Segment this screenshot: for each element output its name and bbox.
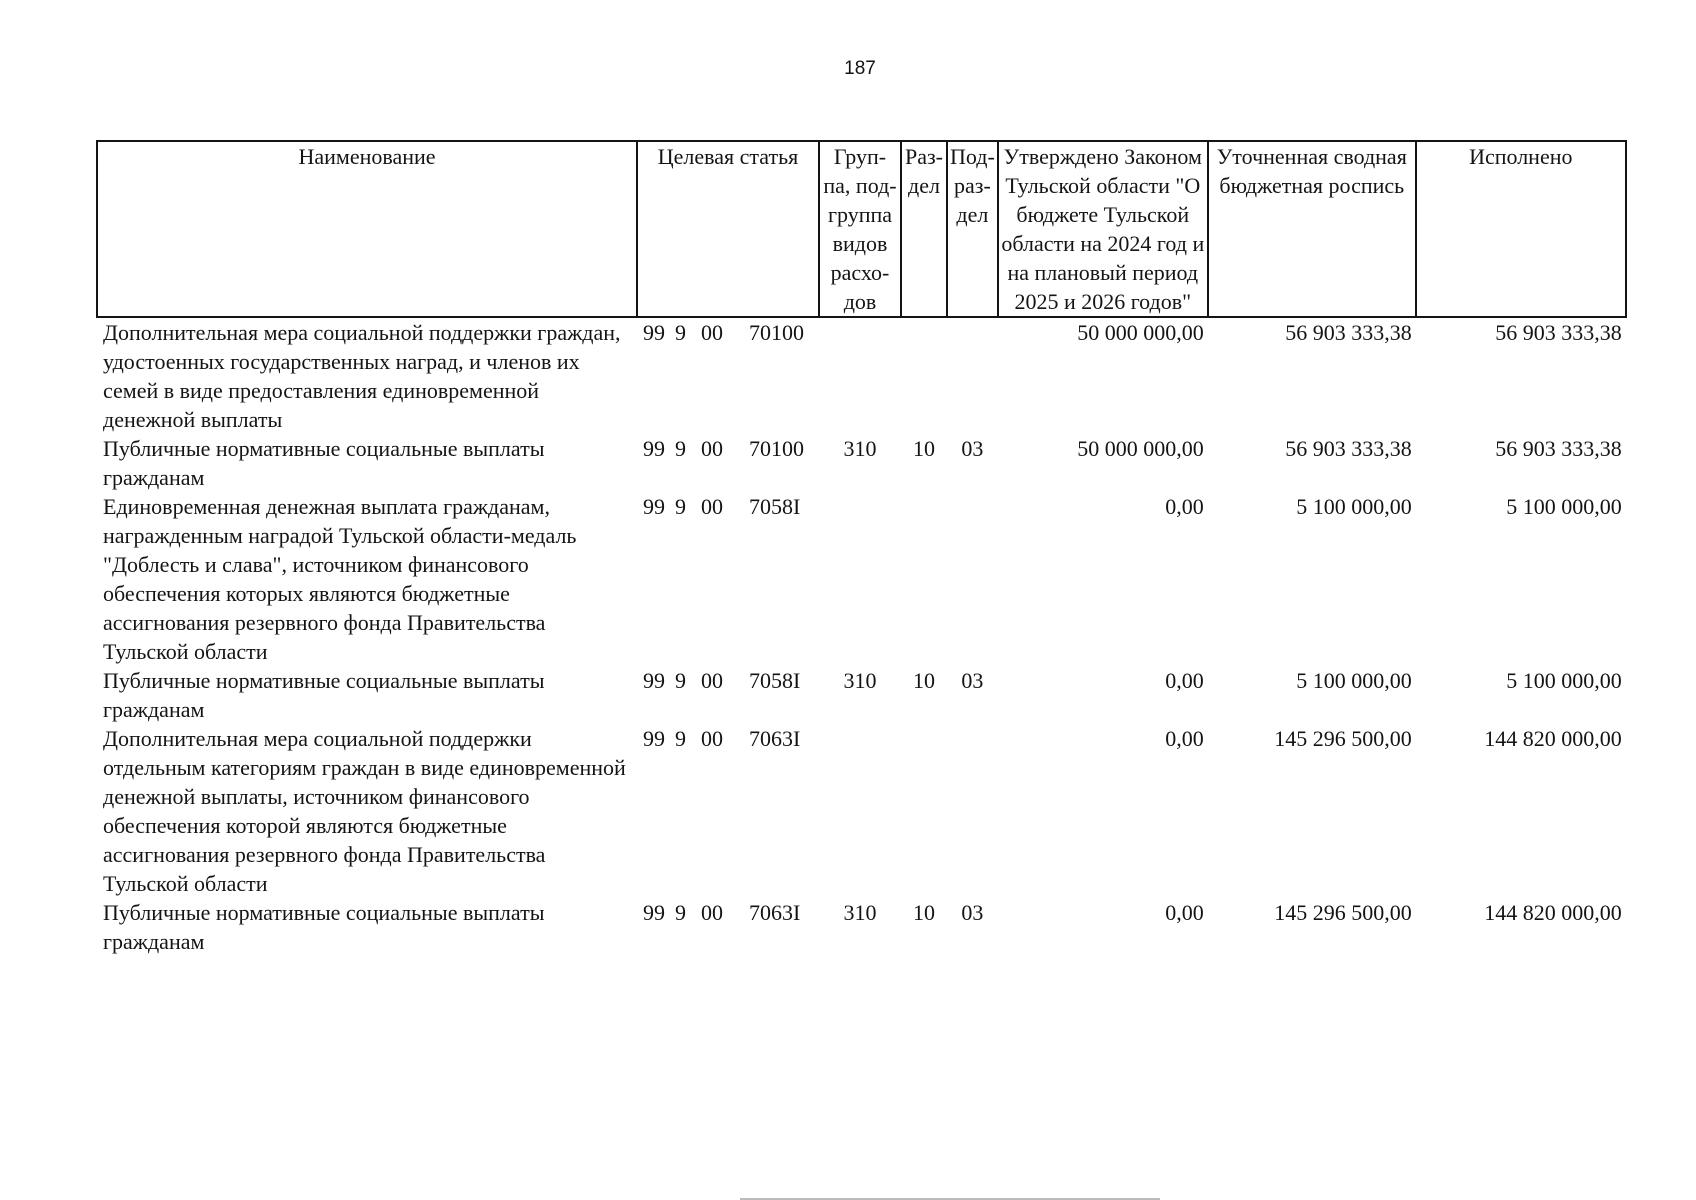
code-subprogram: 9 — [675, 900, 686, 925]
row-name: Дополнительная мера социальной поддержки отдельным категориям граждан в виде единовременной денежной выплаты, источником финансового обеспечения которой являются бюджетные ассигнования резервного фонда Правительства Тульской области — [103, 726, 626, 896]
code-program: 99 — [643, 726, 665, 751]
code-subprogram: 9 — [675, 726, 686, 751]
row-revised: 56 903 333,38 — [1285, 320, 1412, 345]
row-subsection — [947, 317, 998, 434]
row-approved: 50 000 000,00 — [1077, 436, 1204, 461]
table-row — [97, 666, 1626, 724]
code-direction: 00 — [701, 494, 723, 519]
code-program: 99 — [643, 494, 665, 519]
code-program: 99 — [643, 668, 665, 693]
code-program: 99 — [643, 436, 665, 461]
header-name: Наименование — [97, 141, 637, 317]
code-expense: 70100 — [749, 436, 804, 461]
page-number: 187 — [844, 58, 876, 79]
header-revised: Уточненная сводная бюджетная роспись — [1208, 141, 1416, 317]
row-subsection — [947, 492, 998, 666]
code-expense: 7063I — [749, 726, 801, 751]
row-executed: 144 820 000,00 — [1484, 900, 1622, 925]
code-expense: 7058I — [749, 668, 801, 693]
table-row — [97, 724, 1626, 898]
row-revised: 145 296 500,00 — [1274, 726, 1412, 751]
row-executed: 56 903 333,38 — [1495, 320, 1622, 345]
row-section — [901, 492, 947, 666]
code-expense: 7063I — [749, 900, 801, 925]
code-subprogram: 9 — [675, 494, 686, 519]
row-approved: 0,00 — [1165, 494, 1204, 519]
code-expense: 70100 — [749, 320, 804, 345]
row-section — [901, 317, 947, 434]
code-subprogram: 9 — [675, 436, 686, 461]
header-expense-group: Груп-па, под-группа видов расхо-дов — [819, 141, 901, 317]
table-row — [97, 317, 1626, 434]
row-target-article — [637, 317, 819, 434]
row-section: 10 — [913, 436, 935, 461]
row-revised: 56 903 333,38 — [1285, 436, 1412, 461]
row-expense-group — [819, 724, 901, 898]
row-target-article — [637, 666, 819, 724]
header-section: Раз-дел — [901, 141, 947, 317]
row-approved: 0,00 — [1165, 900, 1204, 925]
row-revised: 5 100 000,00 — [1296, 668, 1412, 693]
row-name: Публичные нормативные социальные выплаты гражданам — [103, 668, 545, 722]
row-revised: 145 296 500,00 — [1274, 900, 1412, 925]
table-header-row — [97, 141, 1626, 317]
code-direction: 00 — [701, 320, 723, 345]
table-row — [97, 492, 1626, 666]
row-name: Дополнительная мера социальной поддержки граждан, удостоенных государственных наград, и членов их семей в виде предоставления единовременной денежной выплаты — [103, 320, 621, 432]
row-section — [901, 724, 947, 898]
row-subsection: 03 — [961, 436, 984, 461]
row-name: Публичные нормативные социальные выплаты гражданам — [103, 900, 545, 954]
row-target-article — [637, 492, 819, 666]
row-executed: 56 903 333,38 — [1495, 436, 1622, 461]
row-approved: 0,00 — [1165, 668, 1204, 693]
code-subprogram: 9 — [675, 668, 686, 693]
row-subsection — [947, 724, 998, 898]
budget-table — [96, 140, 1627, 956]
row-subsection: 03 — [961, 900, 984, 925]
row-name: Единовременная денежная выплата гражданам, награжденным наградой Тульской области-медаль "Доблесть и слава", источником финансового обеспечения которых являются бюджетные ассигнования резервного фонда Правительства Тульской области — [103, 494, 577, 664]
row-executed: 5 100 000,00 — [1506, 668, 1622, 693]
table-body — [97, 317, 1626, 956]
code-direction: 00 — [701, 900, 723, 925]
row-subsection: 03 — [961, 668, 984, 693]
row-executed: 144 820 000,00 — [1484, 726, 1622, 751]
row-revised: 5 100 000,00 — [1296, 494, 1412, 519]
code-subprogram: 9 — [675, 320, 686, 345]
row-target-article — [637, 898, 819, 956]
row-executed: 5 100 000,00 — [1506, 494, 1622, 519]
table-row — [97, 434, 1626, 492]
header-executed: Исполнено — [1416, 141, 1626, 317]
code-direction: 00 — [701, 726, 723, 751]
row-expense-group — [819, 492, 901, 666]
row-approved: 0,00 — [1165, 726, 1204, 751]
table-row — [97, 898, 1626, 956]
header-target-article: Целевая статья — [637, 141, 819, 317]
row-target-article — [637, 724, 819, 898]
header-subsection: Под-раз-дел — [947, 141, 998, 317]
row-expense-group: 310 — [843, 668, 877, 693]
code-expense: 7058I — [749, 494, 801, 519]
header-approved: Утверждено Законом Тульской области "О бюджете Тульской области на 2024 год и на плановый период 2025 и 2026 годов" — [998, 141, 1208, 317]
row-expense-group: 310 — [843, 900, 877, 925]
row-section: 10 — [913, 900, 935, 925]
row-expense-group: 310 — [843, 436, 877, 461]
code-program: 99 — [643, 320, 665, 345]
code-program: 99 — [643, 900, 665, 925]
row-section: 10 — [913, 668, 935, 693]
code-direction: 00 — [701, 436, 723, 461]
row-target-article — [637, 434, 819, 492]
code-direction: 00 — [701, 668, 723, 693]
row-expense-group — [819, 317, 901, 434]
row-approved: 50 000 000,00 — [1077, 320, 1204, 345]
row-name: Публичные нормативные социальные выплаты гражданам — [103, 436, 545, 490]
